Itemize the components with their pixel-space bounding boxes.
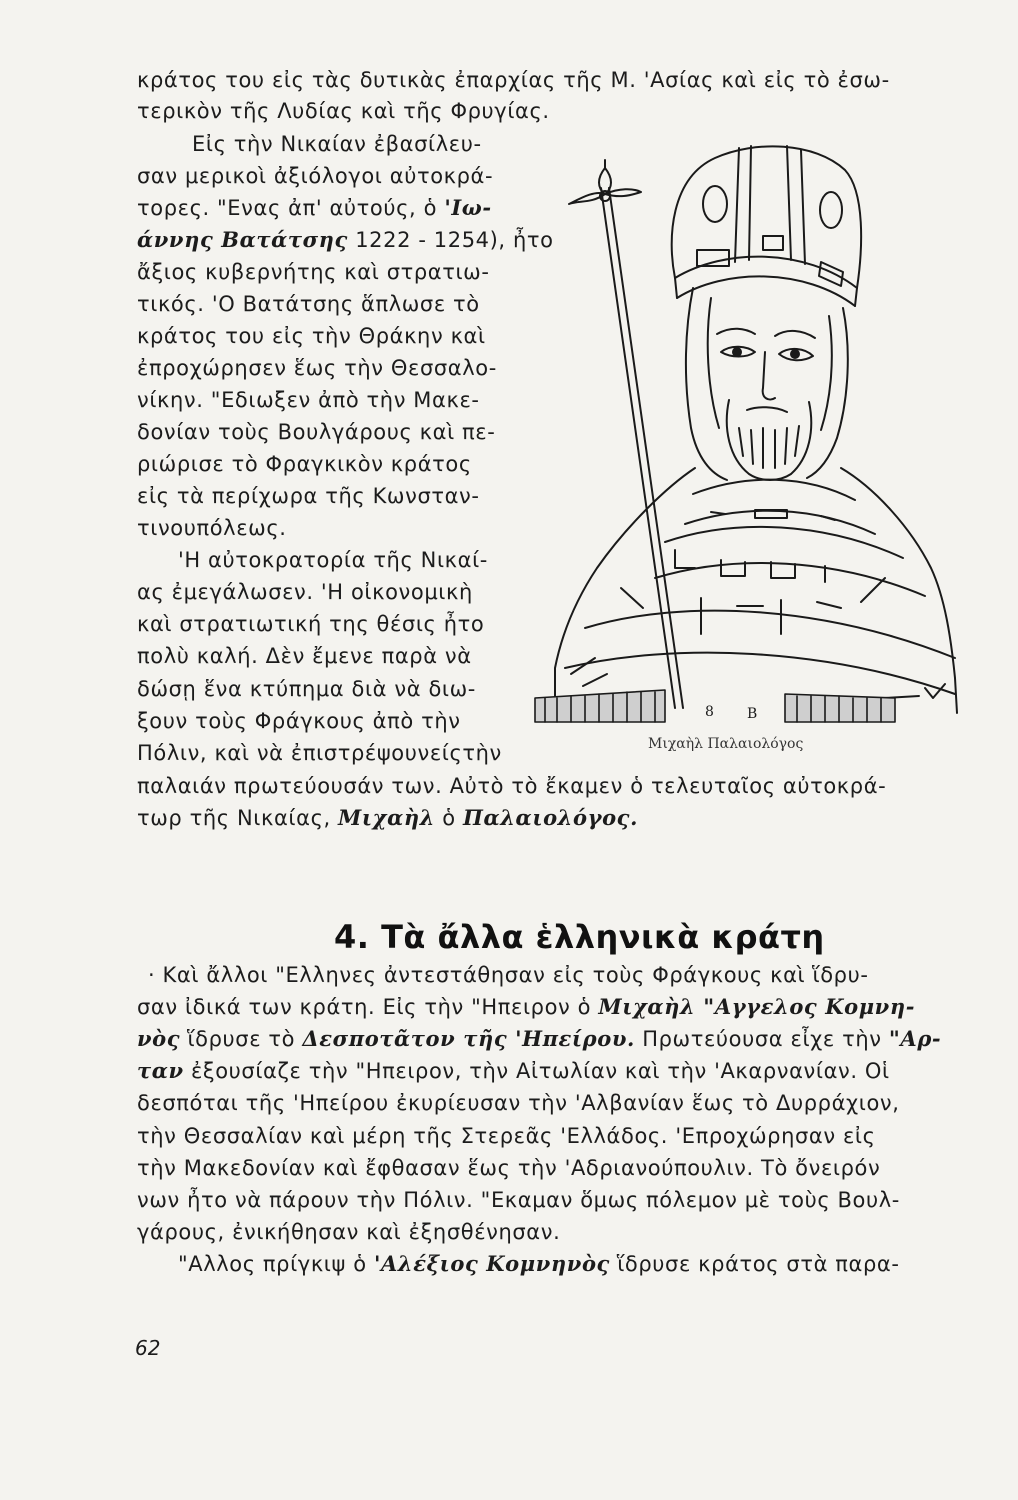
- text-line: [137, 1025, 941, 1053]
- text-line: [137, 707, 461, 735]
- text-span: τωρ τῆς Νικαίας,: [137, 806, 339, 830]
- text-line: [137, 482, 480, 510]
- text-line: [137, 258, 490, 286]
- text-span: κράτος του εἰς τὴν Θράκην καὶ: [137, 324, 486, 348]
- scepter: [569, 160, 683, 708]
- face: [686, 288, 848, 480]
- figure-caption: Μιχαὴλ Παλαιολόγος: [648, 736, 804, 752]
- text-line: [137, 97, 550, 125]
- text-line: [137, 1089, 900, 1117]
- text-span: γάρους, ἐνικήθησαν καὶ ἐξησθένησαν.: [137, 1220, 561, 1244]
- text-line: [137, 514, 287, 542]
- text-span: ἐξουσίαζε τὴν "Ηπειρον, τὴν Αἰτωλίαν καὶ τὴν 'Ακαρνανίαν. Οἱ: [183, 1059, 890, 1083]
- text-line: [137, 354, 497, 382]
- text-span: παλαιάν πρωτεύουσάν των. Αὐτὸ τὸ ἔκαμεν ὁ τελευταῖος αὐτοκρά-: [137, 774, 887, 798]
- text-span: "Αλλος πρίγκιψ ὁ: [178, 1252, 374, 1276]
- text-line: [137, 418, 495, 446]
- text-span: 1222 - 1254), ἦτο: [347, 228, 554, 252]
- bold-name: Παλαιολόγος.: [463, 805, 638, 830]
- text-line: [137, 739, 502, 767]
- text-line: [137, 226, 554, 254]
- text-line: [137, 993, 915, 1021]
- text-span: τὴν Θεσσαλίαν καὶ μέρη τῆς Στερεᾶς 'Ελλάδος. 'Επροχώρησαν εἰς: [137, 1124, 876, 1148]
- section-heading: 4. Τὰ ἄλλα ἑλληνικὰ κράτη: [334, 918, 825, 956]
- text-line: [137, 1218, 560, 1246]
- text-line: [178, 546, 488, 574]
- bold-name: 'Ιω-: [444, 195, 492, 220]
- robe: [555, 468, 957, 713]
- bold-name: Μιχαὴλ: [338, 805, 436, 830]
- text-span: τικός. 'Ο Βατάτσης ἅπλωσε τὸ: [137, 292, 480, 316]
- text-span: σαν μερικοὶ ἀξιόλογοι αὐτοκρά-: [137, 164, 494, 188]
- text-span: δονίαν τοὺς Βουλγάρους καὶ πε-: [137, 420, 496, 444]
- text-line: [178, 1250, 900, 1278]
- text-span: σαν ἰδικά των κράτη. Εἰς τὴν "Ηπειρον ὁ: [137, 995, 599, 1019]
- text-line: [137, 162, 493, 190]
- text-span: 'Η αὐτοκρατορία τῆς Νικαί-: [178, 548, 488, 572]
- text-span: νίκην. "Εδιωξεν ἀπὸ τὴν Μακε-: [137, 388, 480, 412]
- text-line: [148, 961, 869, 989]
- text-span: Πόλιν, καὶ νὰ ἐπιστρέψουνείςτὴν: [137, 741, 502, 765]
- text-line: [137, 66, 890, 94]
- crown: [672, 146, 861, 306]
- bold-name: Δεσποτᾶτον τῆς 'Ηπείρου.: [302, 1026, 635, 1051]
- text-span: ἵδρυσε κράτος στὰ παρα-: [609, 1252, 900, 1276]
- bold-name: 'Αλέξιος Κομνηνὸς: [373, 1251, 610, 1276]
- text-line: [137, 804, 638, 832]
- text-line: [137, 675, 476, 703]
- hem-mark-2: B: [747, 706, 758, 722]
- text-line: [192, 130, 482, 158]
- text-span: τερικὸν τῆς Λυδίας καὶ τῆς Φρυγίας.: [137, 99, 550, 123]
- text-span: ξουν τοὺς Φράγκους ἀπὸ τὴν: [137, 709, 461, 733]
- text-line: [137, 290, 480, 318]
- portrait-illustration: [525, 138, 971, 723]
- bold-name: Μιχαὴλ "Αγγελος Κομνη-: [598, 994, 916, 1019]
- text-span: πολὺ καλή. Δὲν ἔμενε παρὰ νὰ: [137, 644, 472, 668]
- text-span: Εἰς τὴν Νικαίαν ἐβασίλευ-: [192, 132, 482, 156]
- text-span: ἵδρυσε τὸ: [180, 1027, 303, 1051]
- text-line: [137, 1154, 880, 1182]
- text-line: [137, 322, 486, 350]
- text-span: τορες. "Ενας ἀπ' αὐτούς, ὁ: [137, 196, 445, 220]
- text-line: [137, 194, 492, 222]
- bold-name: νὸς: [137, 1026, 181, 1051]
- page-number: 62: [135, 1336, 161, 1360]
- text-span: ἐπροχώρησεν ἕως τὴν Θεσσαλο-: [137, 356, 497, 380]
- text-line: [137, 450, 472, 478]
- text-line: [137, 1122, 876, 1150]
- text-span: δεσπόται τῆς 'Ηπείρου ἐκυρίευσαν τὴν 'Αλβανίαν ἕως τὸ Δυρράχιον,: [137, 1091, 900, 1115]
- bold-name: "Αρ-: [888, 1026, 942, 1051]
- text-span: ὁ: [435, 806, 464, 830]
- text-span: · Καὶ ἄλλοι "Ελληνες ἀντεστάθησαν εἰς τοὺς Φράγκους καὶ ἵδρυ-: [148, 963, 869, 987]
- bold-name: ταν: [137, 1058, 184, 1083]
- hem-band: [535, 690, 895, 722]
- bold-name: άννης Βατάτσης: [137, 227, 348, 252]
- text-span: δώσῃ ἕνα κτύπημα διὰ νὰ διω-: [137, 677, 476, 701]
- text-span: καὶ στρατιωτική της θέσις ἦτο: [137, 612, 485, 636]
- text-span: κράτος του εἰς τὰς δυτικὰς ἐπαρχίας τῆς Μ. 'Ασίας καὶ εἰς τὸ ἐσω-: [137, 68, 890, 92]
- text-line: [137, 1057, 890, 1085]
- hem-mark-1: 8: [705, 704, 714, 720]
- text-span: ριώρισε τὸ Φραγκικὸν κράτος: [137, 452, 472, 476]
- text-line: [137, 1186, 900, 1214]
- text-span: νων ἦτο νὰ πάρουν τὴν Πόλιν. "Εκαμαν ὅμως πόλεμον μὲ τοὺς Βουλ-: [137, 1188, 900, 1212]
- text-span: τὴν Μακεδονίαν καὶ ἔφθασαν ἕως τὴν 'Αδριανούπουλιν. Τὸ ὄνειρόν: [137, 1156, 881, 1180]
- text-line: [137, 610, 484, 638]
- text-line: [137, 386, 480, 414]
- text-line: [137, 642, 472, 670]
- text-span: ας ἐμεγάλωσεν. 'Η οἰκονομικὴ: [137, 580, 473, 604]
- text-span: ἄξιος κυβερνήτης καὶ στρατιω-: [137, 260, 490, 284]
- text-span: εἰς τὰ περίχωρα τῆς Κωνσταν-: [137, 484, 480, 508]
- text-line: [137, 772, 886, 800]
- text-span: τινουπόλεως.: [137, 516, 287, 540]
- text-span: Πρωτεύουσα εἶχε τὴν: [634, 1027, 889, 1051]
- text-line: [137, 578, 473, 606]
